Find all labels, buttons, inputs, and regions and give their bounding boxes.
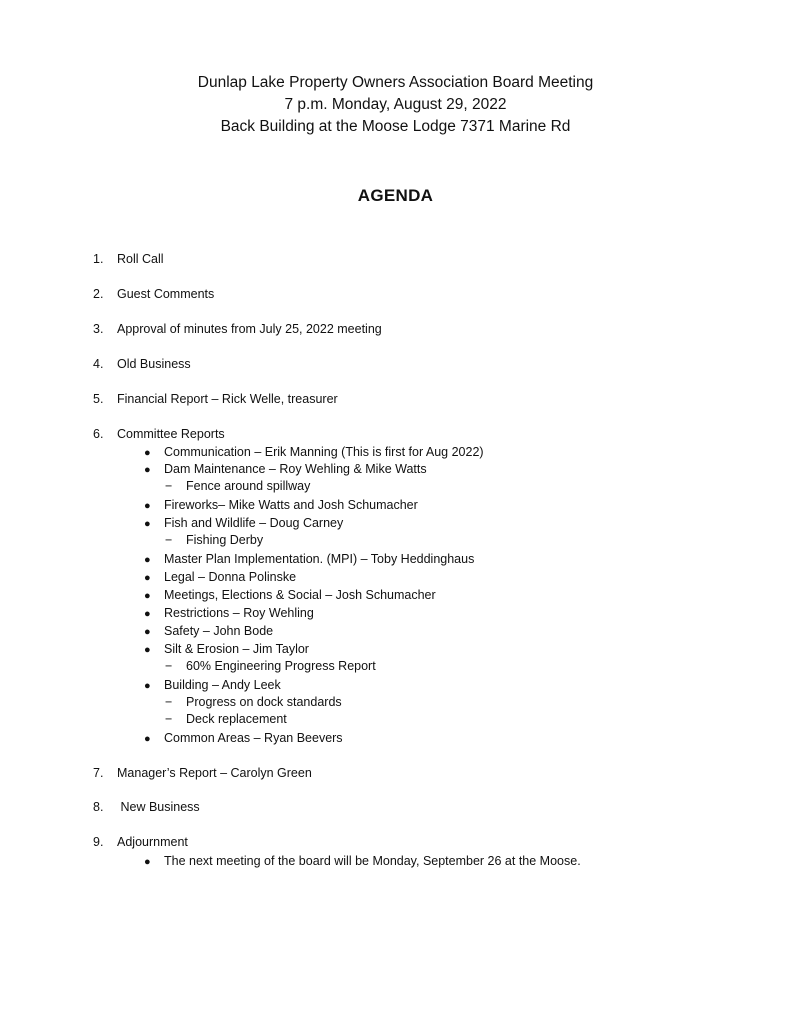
header-title: Dunlap Lake Property Owners Association Board Meeting (197, 74, 594, 91)
agenda-item-approval-minutes (93, 321, 382, 337)
committee-text: Dam Maintenance – Roy Wehling & Mike Watts (164, 462, 427, 476)
committee-fish-wildlife (144, 515, 343, 532)
item-number: 9. (93, 835, 104, 849)
dash-icon: − (165, 712, 173, 726)
bullet-icon: ● (144, 680, 151, 692)
bullet-icon: ● (144, 447, 151, 459)
agenda-item-managers-report (93, 765, 312, 781)
committee-subitem (165, 532, 263, 548)
agenda-item-financial-report (93, 391, 338, 407)
item-number: 8. (93, 800, 104, 814)
item-number: 4. (93, 357, 104, 371)
item-text: Roll Call (117, 252, 164, 266)
committee-common-areas (144, 730, 343, 747)
bullet-icon: ● (144, 608, 151, 620)
dash-icon: − (165, 533, 173, 547)
committee-text: Fireworks– Mike Watts and Josh Schumacher (164, 498, 418, 512)
bullet-icon: ● (144, 518, 151, 530)
committee-building (144, 677, 281, 694)
committee-text: Building – Andy Leek (164, 678, 281, 692)
bullet-icon: ● (144, 856, 151, 868)
committee-subitem (165, 694, 342, 710)
item-number: 1. (93, 252, 104, 266)
header-location: Back Building at the Moose Lodge 7371 Marine Rd (220, 118, 571, 135)
committee-text: Legal – Donna Polinske (164, 570, 297, 584)
committee-subitem (165, 478, 310, 494)
agenda-item-adjournment (93, 834, 188, 850)
meeting-header (0, 72, 791, 138)
bullet-icon: ● (144, 554, 151, 566)
item-number: 2. (93, 287, 104, 301)
bullet-icon: ● (144, 464, 151, 476)
dash-icon: − (165, 695, 173, 709)
item-text: Old Business (117, 357, 191, 371)
item-text: Approval of minutes from July 25, 2022 meeting (117, 322, 382, 336)
item-text: Committee Reports (117, 427, 225, 441)
committee-dam-maintenance (144, 461, 427, 478)
bullet-icon: ● (144, 626, 151, 638)
committee-text: Safety – John Bode (164, 624, 274, 638)
bullet-icon: ● (144, 590, 151, 602)
committee-text: Master Plan Implementation. (MPI) – Toby Heddinghaus (164, 552, 475, 566)
item-text: Adjournment (117, 835, 188, 849)
committee-restrictions (144, 605, 314, 622)
committee-safety (144, 623, 273, 640)
committee-text: Common Areas – Ryan Beevers (164, 731, 343, 745)
subitem-text: Fence around spillway (186, 479, 311, 493)
agenda-title: AGENDA (357, 186, 434, 205)
item-text: Manager’s Report – Carolyn Green (117, 766, 312, 780)
item-number: 5. (93, 392, 104, 406)
subitem-text: 60% Engineering Progress Report (186, 659, 376, 673)
item-text: Guest Comments (117, 287, 215, 301)
committee-subitem (165, 658, 376, 674)
agenda-item-guest-comments (93, 286, 214, 302)
agenda-item-old-business (93, 356, 191, 372)
subitem-text: Deck replacement (186, 712, 287, 726)
item-text: Financial Report – Rick Welle, treasurer (117, 392, 338, 406)
agenda-item-roll-call (93, 251, 164, 267)
note-text: The next meeting of the board will be Monday, September 26 at the Moose. (164, 854, 581, 868)
committee-fireworks (144, 497, 418, 514)
dash-icon: − (165, 659, 173, 673)
committee-subitem (165, 711, 287, 727)
agenda-item-committee-reports (93, 426, 225, 442)
subitem-text: Fishing Derby (186, 533, 264, 547)
next-meeting-note (144, 853, 581, 870)
committee-legal (144, 569, 296, 586)
committee-silt-erosion (144, 641, 309, 658)
committee-text: Restrictions – Roy Wehling (164, 606, 314, 620)
committee-master-plan (144, 551, 474, 568)
committee-text: Silt & Erosion – Jim Taylor (164, 642, 309, 656)
committee-meetings (144, 587, 436, 604)
dash-icon: − (165, 479, 173, 493)
committee-communication (144, 444, 484, 461)
committee-text: Communication – Erik Manning (This is first for Aug 2022) (164, 445, 484, 459)
bullet-icon: ● (144, 572, 151, 584)
committee-text: Meetings, Elections & Social – Josh Schumacher (164, 588, 436, 602)
committee-text: Fish and Wildlife – Doug Carney (164, 516, 344, 530)
item-text: New Business (117, 800, 200, 814)
bullet-icon: ● (144, 644, 151, 656)
header-date: 7 p.m. Monday, August 29, 2022 (284, 96, 507, 113)
item-number: 7. (93, 766, 104, 780)
bullet-icon: ● (144, 500, 151, 512)
agenda-item-new-business (93, 799, 200, 815)
item-number: 3. (93, 322, 104, 336)
item-number: 6. (93, 427, 104, 441)
subitem-text: Progress on dock standards (186, 695, 342, 709)
bullet-icon: ● (144, 733, 151, 745)
